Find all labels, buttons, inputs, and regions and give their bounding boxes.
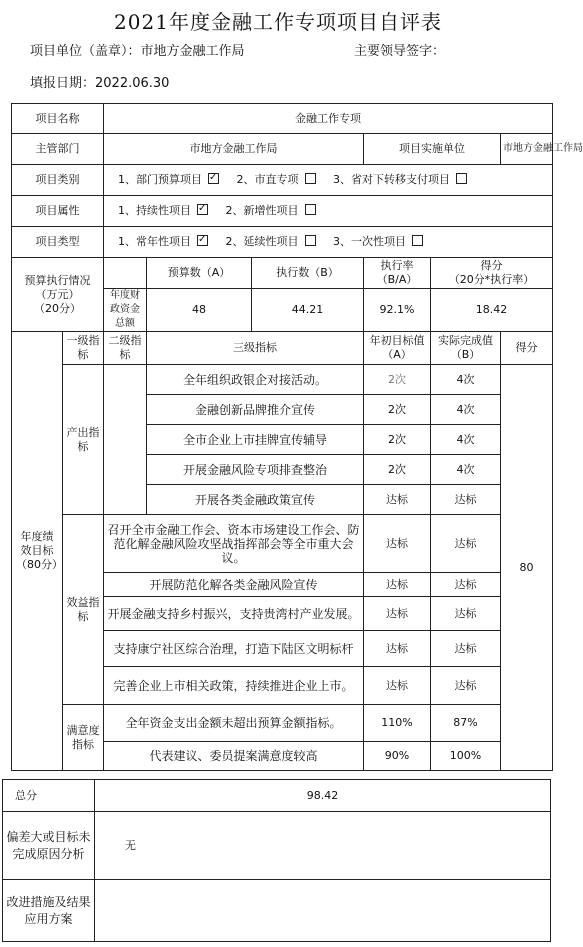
category-options — [104, 165, 553, 196]
rate-value: 92.1% — [364, 289, 431, 332]
indicator-text: 开展防范化解各类金融风险宣传 — [104, 573, 364, 597]
indicator-text: 召开全市金融工作会、资本市场建设工作会、防范化解金融风险攻坚战指挥部会等全市重大会议。 — [104, 515, 364, 573]
h-score: 得分 — [501, 332, 553, 365]
unit-label: 项目单位（盖章）： — [30, 44, 141, 59]
annual-funds-label: 年度财政资金总额 — [104, 289, 147, 332]
target-value: 达标 — [364, 667, 431, 705]
leader-signature-label: 主要领导签字： — [354, 44, 446, 59]
actual-value: 达标 — [431, 667, 501, 705]
score-value: 18.42 — [431, 289, 553, 332]
col-budget: 预算数（A） — [147, 258, 252, 289]
budget-value: 48 — [147, 289, 252, 332]
row-attribute — [12, 196, 553, 227]
target-value: 达标 — [364, 485, 431, 515]
target-value: 2次 — [364, 455, 431, 485]
checkbox-checked-icon[interactable] — [197, 235, 208, 246]
checkbox-icon[interactable] — [305, 235, 316, 246]
target-value: 2次 — [364, 395, 431, 425]
table-row — [12, 515, 553, 573]
target-value: 达标 — [364, 515, 431, 573]
deviation-label: 偏差大或目标未完成原因分析 — [3, 812, 95, 880]
project-name-label: 项目名称 — [12, 104, 104, 134]
perf-side-label: 年度绩效目标（80分） — [12, 332, 63, 771]
actual-value: 100% — [431, 742, 501, 771]
total-label: 总分 — [3, 780, 95, 812]
category-option-2[interactable]: 2、市直专项 — [237, 173, 316, 186]
date-value: 2022.06.30 — [95, 76, 170, 91]
row-deviation — [3, 812, 551, 880]
improve-label: 改进措施及结果应用方案 — [3, 880, 95, 942]
perf-score: 80 — [501, 365, 553, 771]
indicator-text: 全市企业上市挂牌宣传辅导 — [147, 425, 364, 455]
unit-value: 市地方金融工作局 — [140, 44, 245, 59]
attr-option-2[interactable]: 2、新增性项目 — [226, 204, 316, 217]
total-value: 98.42 — [95, 780, 551, 812]
type-option-1[interactable]: 1、常年性项目✓ — [118, 235, 208, 248]
summary-table — [2, 779, 551, 942]
checkbox-checked-icon[interactable] — [197, 204, 208, 215]
budget-blank-cell — [104, 258, 147, 289]
h-actual: 实际完成值（B） — [431, 332, 501, 365]
category-option-3[interactable]: 3、省对下转移支付项目 — [333, 173, 467, 186]
indicator-text: 全年组织政银企对接活动。 — [147, 365, 364, 395]
checkbox-icon[interactable] — [305, 204, 316, 215]
actual-value: 4次 — [431, 365, 501, 395]
exec-value: 44.21 — [252, 289, 364, 332]
indicator-text: 完善企业上市相关政策，持续推进企业上市。 — [104, 667, 364, 705]
category-label: 项目类别 — [12, 165, 104, 196]
impl-label: 项目实施单位 — [364, 134, 501, 165]
target-value: 90% — [364, 742, 431, 771]
row-improvement — [3, 880, 551, 942]
row-perf-header — [12, 332, 553, 365]
indicator-text: 支持康宁社区综合治理，打造下陆区文明标杆 — [104, 631, 364, 667]
indicator-text: 开展各类金融政策宣传 — [147, 485, 364, 515]
indicator-text: 开展金融风险专项排查整治 — [147, 455, 364, 485]
row-category — [12, 165, 553, 196]
actual-value: 4次 — [431, 395, 501, 425]
indicator-text: 金融创新品牌推介宣传 — [147, 395, 364, 425]
budget-label: 预算执行情况 （万元） （20分） — [12, 258, 104, 332]
attr-option-1[interactable]: 1、持续性项目✓ — [118, 204, 208, 217]
col-exec: 执行数（B） — [252, 258, 364, 289]
category-option-1[interactable]: 1、部门预算项目✓ — [118, 173, 219, 186]
h-level1: 一级指标 — [63, 332, 104, 365]
actual-value: 达标 — [431, 631, 501, 667]
indicator-text: 代表建议、委员提案满意度较高 — [104, 742, 364, 771]
row-budget-header — [12, 258, 553, 289]
checkbox-icon[interactable] — [456, 173, 467, 184]
actual-value: 4次 — [431, 425, 501, 455]
type-option-2[interactable]: 2、延续性项目 — [226, 235, 316, 248]
evaluation-table — [11, 103, 583, 771]
impl-value: 市地方金融工作局 — [501, 134, 553, 165]
type-options — [104, 227, 553, 258]
actual-value: 达标 — [431, 485, 501, 515]
checkbox-checked-icon[interactable] — [208, 173, 219, 184]
target-value: 110% — [364, 705, 431, 742]
checkbox-icon[interactable] — [412, 235, 423, 246]
project-name-value: 金融工作专项 — [104, 104, 553, 134]
type-label: 项目类型 — [12, 227, 104, 258]
table-row — [12, 365, 553, 395]
table-row — [12, 705, 553, 742]
group-satisfaction: 满意度指标 — [63, 705, 104, 771]
target-value: 2次 — [364, 425, 431, 455]
page-title: 2021年度金融工作专项项目自评表 — [114, 10, 442, 34]
attr-label: 项目属性 — [12, 196, 104, 227]
deviation-value: 无 — [95, 812, 551, 880]
row-department — [12, 134, 553, 165]
h-level3: 三级指标 — [147, 332, 364, 365]
checkbox-icon[interactable] — [305, 173, 316, 184]
target-value: 达标 — [364, 631, 431, 667]
target-value: 2次 — [364, 365, 431, 395]
date-line — [30, 72, 169, 91]
unit-line — [30, 40, 245, 59]
group-output: 产出指标 — [63, 365, 104, 515]
col-rate: 执行率 （B/A） — [364, 258, 431, 289]
row-type — [12, 227, 553, 258]
col-score: 得分 （20分*执行率） — [431, 258, 553, 289]
improve-value — [95, 880, 551, 942]
target-value: 达标 — [364, 597, 431, 631]
actual-value: 达标 — [431, 597, 501, 631]
group-benefit: 效益指标 — [63, 515, 104, 705]
target-value: 达标 — [364, 573, 431, 597]
dept-label: 主管部门 — [12, 134, 104, 165]
actual-value: 达标 — [431, 573, 501, 597]
row-project-name — [12, 104, 553, 134]
indicator-text: 开展金融支持乡村振兴，支持贵湾村产业发展。 — [104, 597, 364, 631]
type-option-3[interactable]: 3、一次性项目 — [333, 235, 423, 248]
dept-value: 市地方金融工作局 — [104, 134, 364, 165]
h-target: 年初目标值（A） — [364, 332, 431, 365]
attr-options — [104, 196, 553, 227]
actual-value: 87% — [431, 705, 501, 742]
indicator-text: 全年资金支出金额未超出预算金额指标。 — [104, 705, 364, 742]
h-level2: 二级指标 — [104, 332, 147, 365]
date-label: 填报日期： — [30, 76, 96, 91]
actual-value: 4次 — [431, 455, 501, 485]
level2-blank — [104, 365, 147, 515]
row-total — [3, 780, 551, 812]
actual-value: 达标 — [431, 515, 501, 573]
